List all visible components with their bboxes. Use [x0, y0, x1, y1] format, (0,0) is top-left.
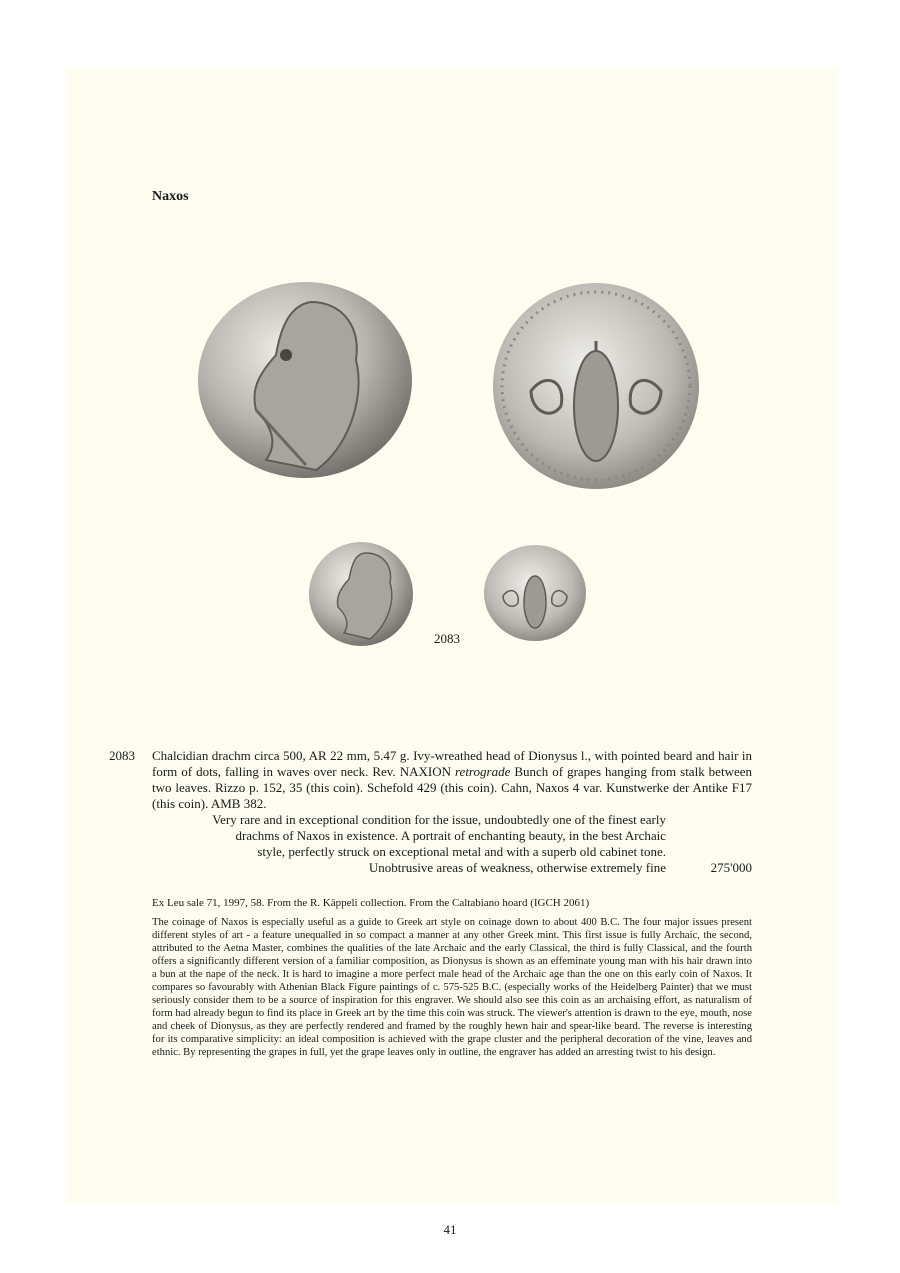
condition-line-2: drachms of Naxos in existence. A portrait of enchanting beauty, in the best Archaic: [235, 828, 666, 843]
condition-line-3: style, perfectly struck on exceptional metal and with a superb old cabinet tone.: [257, 844, 666, 859]
coin-lot-caption: 2083: [434, 631, 460, 646]
coin-reverse-small: [483, 544, 587, 642]
coin-obverse-small: [308, 541, 414, 647]
commentary-text: The coinage of Naxos is especially useful as a guide to Greek art style on coinage down to about 400 B.C. The four major issues present different styles of art - a feature unequalled in so compact a manner at any other Greek mint. This first issue is fully Archaic, the second, attributed to the Aetna Master, combines the qualities of the late Archaic and the early Classical, the third is fully Classical, and the fourth offers a significantly different version of a familiar composition, as Dionysus is shown as an effeminate young man with his hair drawn into a bun at the nape of the neck. It is hard to imagine a more perfect male head of the Archaic age than the one on this early coin of Naxos. It compares so favourably with Athenian Black Figure paintings of c. 575-525 B.C. (especially works of the Heidelberg Painter) that we must seriously consider them to be a source of inspiration for this engraver. We should also see this coin as an archaising effort, as naturalism of form had already begun to find its place in Greek art by the time this coin was struck. The viewer's attention is drawn to the eye, mouth, nose and cheek of Dionysus, as they are perfectly rendered and framed by the roughly hewn hair and spear-like beard. The reverse is interesting for its comparative simplicity: an ideal composition is achieved with the grape cluster and the peripheral decoration of the vine, leaves and ethnic. By representing the grapes in full, yet the grape leaves only in outline, the engraver has added an arresting twist to his design.: [152, 917, 752, 1058]
lot-price: 275'000: [710, 860, 752, 875]
section-title: Naxos: [152, 189, 189, 204]
page-number: 41: [443, 1222, 457, 1237]
condition-line-4: Unobtrusive areas of weakness, otherwise extremely fine: [368, 860, 666, 875]
condition-line-1: Very rare and in exceptional condition for the issue, undoubtedly one of the finest early: [212, 812, 666, 827]
lot-number: 2083: [109, 748, 135, 763]
lot-description: Chalcidian drachm circa 500, AR 22 mm, 5.47 g. Ivy-wreathed head of Dionysus l., with pointed beard and hair in form of dots, falling in waves over neck. Rev. NAXION retrograde Bunch of grapes hanging from stalk between two leaves. Rizzo p. 152, 35 (this coin). Schefold 429 (this coin). Cahn, Naxos 4 var. Kunstwerke der Antike F17 (this coin). AMB 382.: [152, 748, 752, 811]
coin-obverse-large: [196, 280, 414, 480]
provenance: Ex Leu sale 71, 1997, 58. From the R. Käppeli collection. From the Caltabiano hoard (IGCH 2061): [152, 897, 590, 909]
coin-reverse-large: [491, 281, 701, 491]
